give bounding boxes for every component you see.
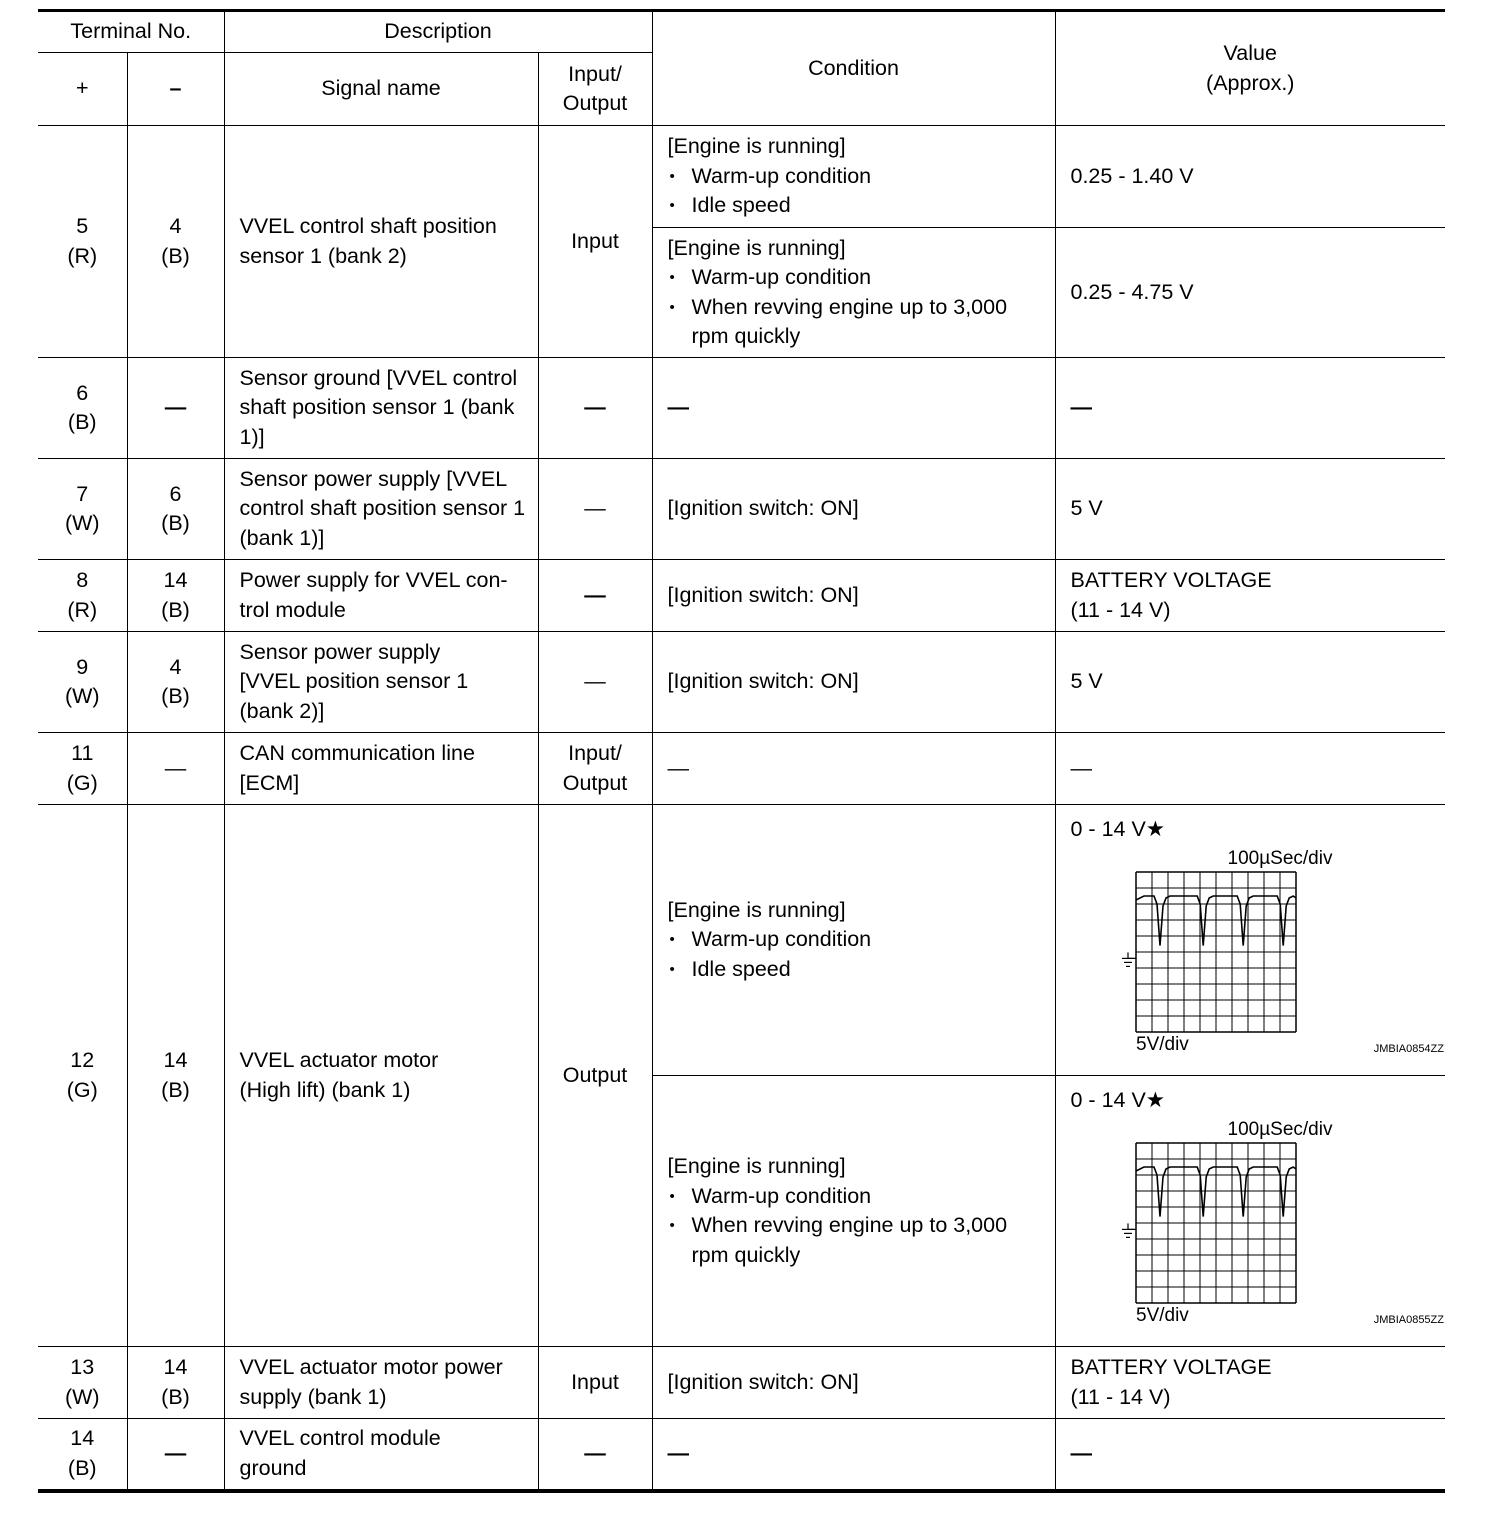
- value: 0.25 - 4.75 V: [1055, 228, 1445, 358]
- table-row: [38, 733, 1445, 805]
- table-row: [38, 1419, 1445, 1491]
- condition: —: [652, 358, 1055, 459]
- terminal-plus: 9 (W): [38, 632, 127, 733]
- condition: [652, 1076, 1055, 1347]
- figure-id: JMBIA0855ZZ: [1373, 1314, 1444, 1326]
- terminal-minus: 4 (B): [127, 632, 224, 733]
- terminal-plus: 12 (G): [38, 805, 127, 1347]
- table-row: [38, 1347, 1445, 1419]
- terminal-minus: 14 (B): [127, 1347, 224, 1419]
- input-output: —: [538, 358, 652, 459]
- input-output: —: [538, 560, 652, 632]
- terminal-plus: 5 (R): [38, 126, 127, 358]
- value: 5 V: [1055, 632, 1445, 733]
- time-div-label: 100µSec/div: [1227, 850, 1332, 869]
- signal-name: CAN communication line [ECM]: [224, 733, 538, 805]
- time-div-label: 100µSec/div: [1227, 1121, 1332, 1140]
- terminal-plus: 6 (B): [38, 358, 127, 459]
- condition: —: [652, 733, 1055, 805]
- table-row: [38, 560, 1445, 632]
- input-output: Input/ Output: [538, 733, 652, 805]
- condition-head: [Engine is running]: [667, 897, 846, 922]
- input-output: Input: [538, 1347, 652, 1419]
- oscilloscope-waveform: [1116, 850, 1446, 1065]
- terminal-plus: 8 (R): [38, 560, 127, 632]
- table-row: [38, 459, 1445, 560]
- terminal-table: [38, 9, 1445, 1493]
- condition-head: [Engine is running]: [667, 235, 846, 260]
- terminal-plus: 7 (W): [38, 459, 127, 560]
- terminal-minus: 14 (B): [127, 805, 224, 1347]
- value: —: [1055, 358, 1445, 459]
- terminal-minus: —: [127, 1419, 224, 1491]
- header-terminal-no: Terminal No.: [38, 11, 224, 53]
- waveform-value: 0 - 14 V★: [1070, 817, 1166, 841]
- signal-name: Sensor power supply [VVEL control shaft position sensor 1 (bank 1)]: [224, 459, 538, 560]
- terminal-minus: —: [127, 358, 224, 459]
- value: BATTERY VOLTAGE (11 - 14 V): [1055, 1347, 1445, 1419]
- table-row: [38, 358, 1445, 459]
- input-output: Input: [538, 126, 652, 358]
- oscilloscope-waveform: [1116, 1121, 1446, 1336]
- volt-div-label: 5V/div: [1135, 1034, 1189, 1055]
- condition: [Ignition switch: ON]: [652, 1347, 1055, 1419]
- signal-name: VVEL actuator motor power supply (bank 1): [224, 1347, 538, 1419]
- condition: [Ignition switch: ON]: [652, 632, 1055, 733]
- signal-name: Sensor ground [VVEL control shaft position sensor 1 (bank 1)]: [224, 358, 538, 459]
- input-output: —: [538, 632, 652, 733]
- value: 0.25 - 1.40 V: [1055, 126, 1445, 228]
- figure-id: JMBIA0854ZZ: [1373, 1043, 1444, 1055]
- signal-name: VVEL control shaft position sensor 1 (bank 2): [224, 126, 538, 358]
- header-minus: –: [127, 53, 224, 126]
- condition: [652, 805, 1055, 1076]
- condition-bullet: • Idle speed: [668, 955, 1055, 985]
- header-input-output: Input/ Output: [538, 53, 652, 126]
- input-output: Output: [538, 805, 652, 1347]
- signal-name: Power supply for VVEL con- trol module: [224, 560, 538, 632]
- value: BATTERY VOLTAGE (11 - 14 V): [1055, 560, 1445, 632]
- signal-name: VVEL control module ground: [224, 1419, 538, 1491]
- header-plus: +: [38, 53, 127, 126]
- condition: —: [652, 1419, 1055, 1491]
- condition: [652, 126, 1055, 228]
- input-output: —: [538, 1419, 652, 1491]
- condition-head: [Engine is running]: [667, 1154, 846, 1178]
- condition-bullet: • When revving engine up to 3,000 rpm quickly: [668, 293, 1045, 352]
- condition-bullet: • Idle speed: [668, 191, 1055, 221]
- value: [1055, 1076, 1445, 1347]
- condition-bullet: • When revving engine up to 3,000 rpm quickly: [668, 1211, 1045, 1270]
- input-output: —: [538, 459, 652, 560]
- terminal-plus: 14 (B): [38, 1419, 127, 1491]
- value: [1055, 805, 1445, 1076]
- header-signal-name: Signal name: [224, 53, 538, 126]
- condition: [652, 228, 1055, 358]
- condition: [Ignition switch: ON]: [652, 560, 1055, 632]
- condition-bullet: • Warm-up condition: [668, 162, 1055, 192]
- table-row: [38, 632, 1445, 733]
- waveform-value: 0 - 14 V★: [1070, 1088, 1166, 1112]
- table-row: [38, 805, 1445, 1076]
- table-row: [38, 126, 1445, 228]
- header-value: Value (Approx.): [1055, 11, 1445, 126]
- terminal-minus: 14 (B): [127, 560, 224, 632]
- value: 5 V: [1055, 459, 1445, 560]
- terminal-plus: 13 (W): [38, 1347, 127, 1419]
- condition-head: [Engine is running]: [667, 134, 846, 159]
- condition-bullet: • Warm-up condition: [668, 1182, 1045, 1212]
- condition-bullet: • Warm-up condition: [668, 925, 1055, 955]
- value: —: [1055, 733, 1445, 805]
- terminal-minus: 6 (B): [127, 459, 224, 560]
- terminal-minus: —: [127, 733, 224, 805]
- condition: [Ignition switch: ON]: [652, 459, 1055, 560]
- header-condition: Condition: [652, 11, 1055, 126]
- terminal-plus: 11 (G): [38, 733, 127, 805]
- value: —: [1055, 1419, 1445, 1491]
- terminal-minus: 4 (B): [127, 126, 224, 358]
- volt-div-label: 5V/div: [1135, 1305, 1189, 1326]
- signal-name: VVEL actuator motor (High lift) (bank 1): [224, 805, 538, 1347]
- condition-bullet: • Warm-up condition: [668, 263, 1045, 293]
- signal-name: Sensor power supply [VVEL position sensor 1 (bank 2)]: [224, 632, 538, 733]
- header-description: Description: [224, 11, 652, 53]
